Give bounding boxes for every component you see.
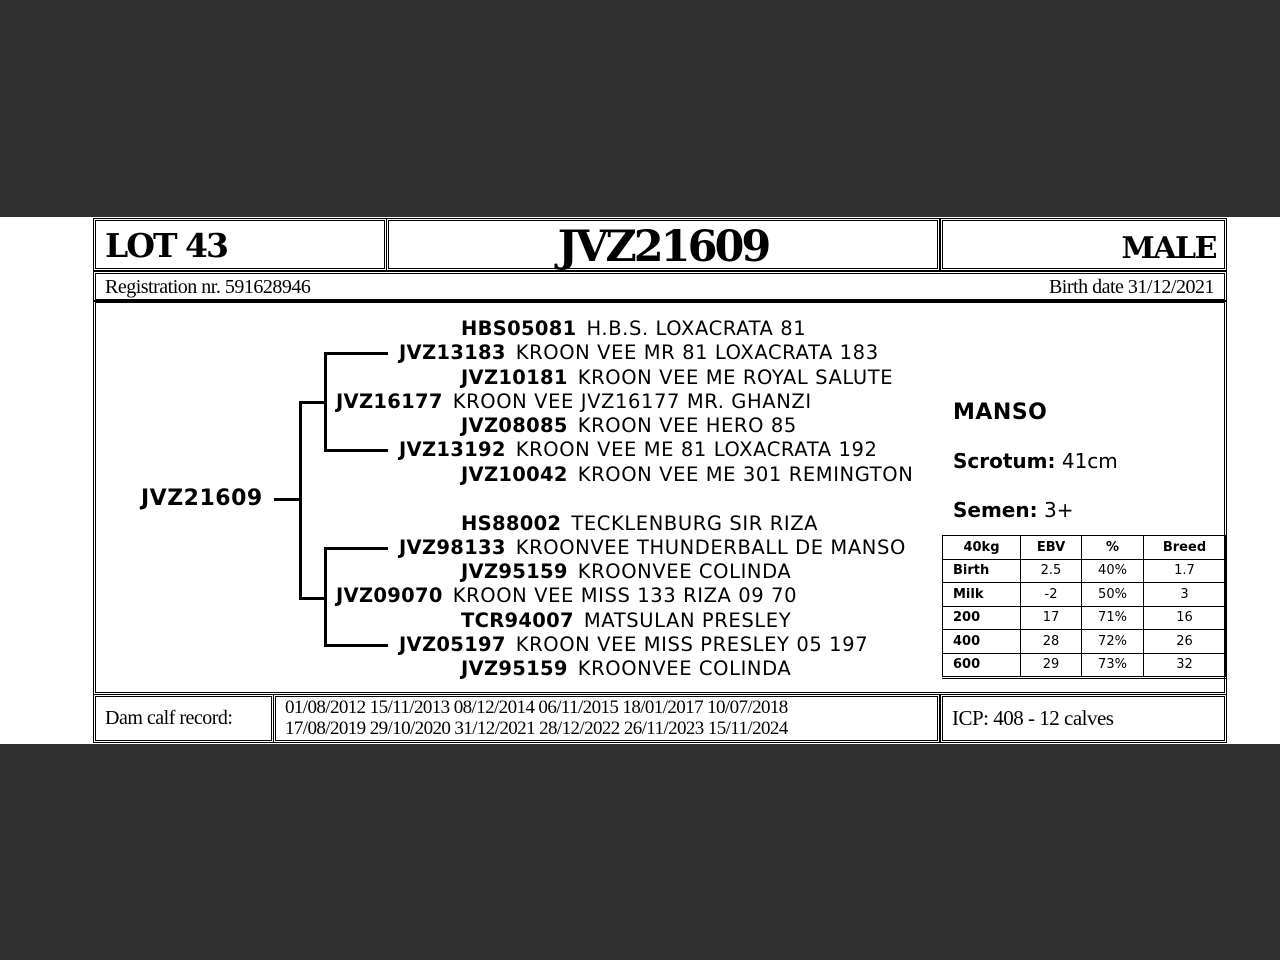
row-label: 600 — [943, 653, 1021, 678]
pedigree-line — [461, 657, 791, 681]
lot-number: LOT 43 — [105, 226, 227, 265]
table-cell: 3 — [1144, 583, 1226, 607]
pedigree-line — [461, 609, 791, 633]
animal-code: JVZ10042 — [461, 463, 568, 486]
scrotum-value: 41cm — [1061, 449, 1118, 473]
semen-value: 3+ — [1043, 498, 1074, 522]
pedigree-line — [399, 536, 906, 560]
scrotum-measure — [953, 449, 1118, 473]
table-row — [943, 630, 1226, 654]
pedigree-line — [336, 390, 812, 414]
pedigree-line — [461, 560, 791, 584]
animal-name: KROON VEE MISS PRESLEY 05 197 — [515, 633, 869, 656]
pedigree-line — [461, 512, 818, 536]
lot-box — [95, 220, 385, 269]
animal-code: JVZ09070 — [336, 584, 443, 607]
info-row — [95, 273, 1225, 300]
animal-name: TECKLENBURG SIR RIZA — [571, 512, 819, 535]
tree-connector — [324, 352, 327, 452]
table-cell: 50% — [1082, 583, 1144, 607]
calf-dates-line: 01/08/2012 15/11/2013 08/12/2014 06/11/2015 18/01/2017 10/07/2018 — [285, 697, 788, 718]
semen-grade — [953, 498, 1073, 522]
animal-code: JVZ10181 — [461, 366, 568, 389]
table-cell: 73% — [1082, 653, 1144, 678]
calf-dates-line: 17/08/2019 29/10/2020 31/12/2021 28/12/2022 26/11/2023 15/11/2024 — [285, 718, 788, 739]
table-cell: 16 — [1144, 606, 1226, 630]
pedigree-tree — [96, 303, 1226, 694]
animal-nickname: MANSO — [953, 400, 1048, 425]
sex-box — [942, 220, 1225, 269]
column-header: EBV — [1021, 536, 1082, 560]
tree-connector — [324, 352, 388, 355]
animal-name: KROONVEE COLINDA — [577, 657, 792, 680]
animal-code: JVZ05197 — [399, 633, 506, 656]
animal-name: KROON VEE ME 81 LOXACRATA 192 — [515, 438, 878, 461]
row-label: Milk — [943, 583, 1021, 607]
animal-code: JVZ95159 — [461, 657, 568, 680]
tree-connector — [274, 498, 300, 501]
pedigree-line — [461, 463, 913, 487]
table-cell: 32 — [1144, 653, 1226, 678]
animal-code: HS88002 — [461, 512, 562, 535]
row-label: 400 — [943, 630, 1021, 654]
pedigree-line — [461, 366, 893, 390]
pedigree-line — [461, 414, 797, 438]
ebv-table — [942, 535, 1226, 679]
table-cell: 17 — [1021, 606, 1082, 630]
pedigree-line — [399, 341, 879, 365]
animal-name: KROON VEE ME ROYAL SALUTE — [577, 366, 894, 389]
tree-connector — [324, 644, 388, 647]
column-header: Breed — [1144, 536, 1226, 560]
tree-connector — [324, 449, 388, 452]
pedigree-box — [95, 302, 1225, 693]
animal-code: JVZ16177 — [336, 390, 443, 413]
animal-code: JVZ98133 — [399, 536, 506, 559]
table-cell: 40% — [1082, 559, 1144, 583]
table-row — [943, 606, 1226, 630]
tree-connector — [324, 547, 388, 550]
pedigree-line — [461, 317, 806, 341]
animal-name: KROON VEE HERO 85 — [577, 414, 797, 437]
table-cell: 72% — [1082, 630, 1144, 654]
animal-code: JVZ13183 — [399, 341, 506, 364]
animal-name: KROONVEE THUNDERBALL DE MANSO — [515, 536, 906, 559]
calf-record-dates — [275, 696, 938, 741]
row-label: 200 — [943, 606, 1021, 630]
row-label: Birth — [943, 559, 1021, 583]
lot-card — [0, 217, 1280, 744]
animal-name: KROON VEE MISS 133 RIZA 09 70 — [452, 584, 798, 607]
column-header: 40kg — [943, 536, 1021, 560]
table-cell: -2 — [1021, 583, 1082, 607]
animal-name: MATSULAN PRESLEY — [583, 609, 792, 632]
animal-code: TCR94007 — [461, 609, 574, 632]
table-row — [943, 559, 1226, 583]
icp-summary: ICP: 408 - 12 calves — [952, 706, 1114, 730]
icp-box — [942, 696, 1225, 741]
table-cell: 29 — [1021, 653, 1082, 678]
registration-code: JVZ21609 — [557, 222, 769, 272]
tree-connector — [324, 547, 327, 647]
animal-code: HBS05081 — [461, 317, 577, 340]
sex-label: MALE — [1121, 231, 1216, 266]
column-header: % — [1082, 536, 1144, 560]
tree-connector — [299, 597, 327, 600]
scrotum-label: Scrotum: — [953, 449, 1056, 473]
table-cell: 2.5 — [1021, 559, 1082, 583]
table-cell: 71% — [1082, 606, 1144, 630]
animal-code: JVZ95159 — [461, 560, 568, 583]
pedigree-subject: JVZ21609 — [141, 486, 263, 511]
pedigree-line — [336, 584, 797, 608]
animal-name: KROON VEE JVZ16177 MR. GHANZI — [452, 390, 812, 413]
registration-code-box — [388, 220, 938, 272]
birth-date: Birth date 31/12/2021 — [1048, 276, 1214, 298]
tree-connector — [299, 401, 327, 404]
calf-record-label-box — [95, 696, 272, 741]
table-header-row — [943, 536, 1226, 560]
pedigree-line — [399, 633, 868, 657]
animal-code: JVZ13192 — [399, 438, 506, 461]
table-row — [943, 583, 1226, 607]
tree-connector — [299, 401, 302, 600]
animal-name: KROONVEE COLINDA — [577, 560, 792, 583]
semen-label: Semen: — [953, 498, 1038, 522]
table-row — [943, 653, 1226, 678]
pedigree-line — [399, 438, 877, 462]
table-cell: 26 — [1144, 630, 1226, 654]
animal-name: KROON VEE ME 301 REMINGTON — [577, 463, 914, 486]
animal-code: JVZ08085 — [461, 414, 568, 437]
animal-name: KROON VEE MR 81 LOXACRATA 183 — [515, 341, 879, 364]
registration-number: Registration nr. 591628946 — [105, 276, 311, 298]
calf-record-label: Dam calf record: — [105, 707, 233, 729]
table-cell: 1.7 — [1144, 559, 1226, 583]
table-cell: 28 — [1021, 630, 1082, 654]
animal-name: H.B.S. LOXACRATA 81 — [586, 317, 807, 340]
